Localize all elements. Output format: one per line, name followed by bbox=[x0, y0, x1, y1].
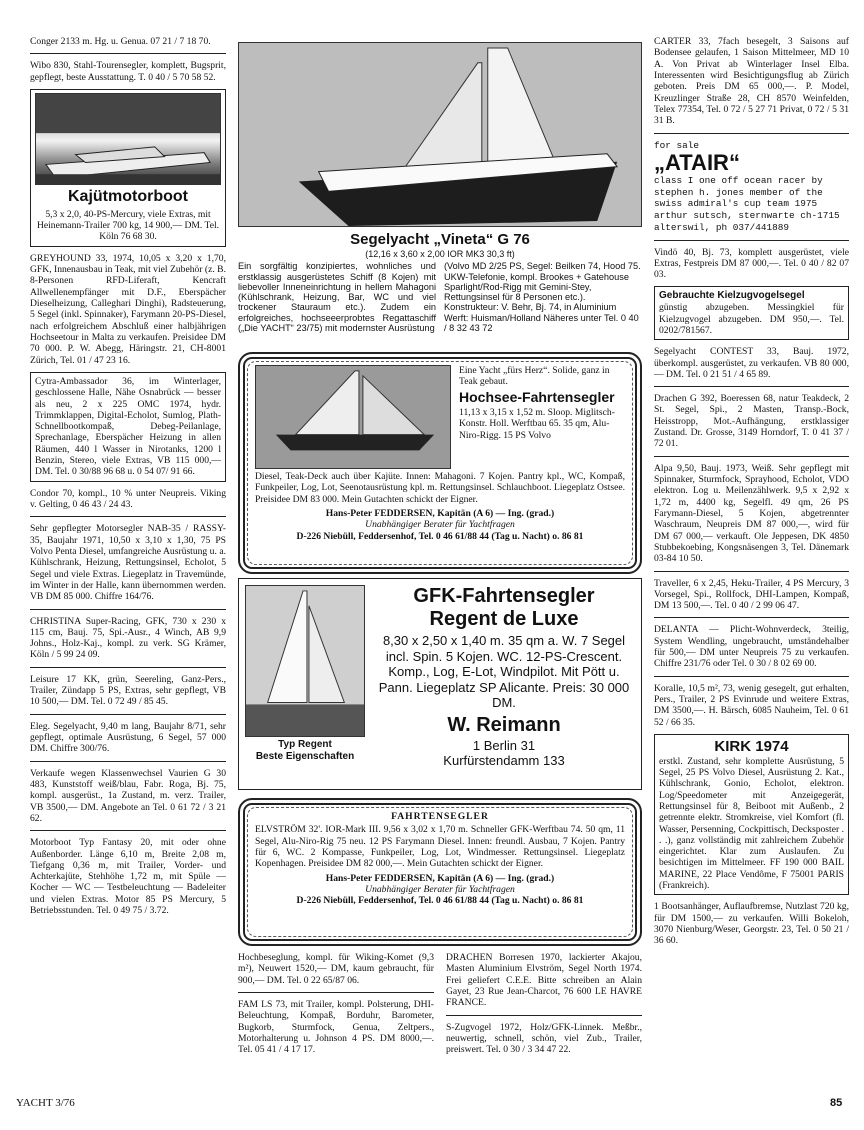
divider bbox=[446, 1015, 642, 1016]
ad-vineta bbox=[238, 42, 642, 340]
footer-magazine: YACHT 3/76 bbox=[16, 1097, 75, 1109]
divider bbox=[654, 240, 849, 241]
divider bbox=[30, 609, 226, 610]
ad-eleg: Eleg. Segelyacht, 9,40 m lang, Baujahr 8/71, sehr gepflegt, optimale Ausrüstung, 6 Segel, 57 000 DM. Chiffre 300/76. bbox=[30, 720, 226, 755]
ad-text: 5,3 x 2,0, 40-PS-Mercury, viele Extras, mit Heinemann-Trailer 700 kg, 14 900,— DM. Tel. Köln 76 68 30. bbox=[36, 208, 220, 243]
ad-subtitle: (12,16 x 3,60 x 2,00 IOR MK3 30,3 ft) bbox=[365, 248, 515, 259]
ad-traveller: Traveller, 6 x 2,45, Heku-Trailer, 4 PS Mercury, 3 Vorsegel, Spi., Rollfock, DHI-Lampen, Kompaß, DM 13 500,—. Tel. 0 40 / 2 99 06 47. bbox=[654, 577, 849, 612]
divider bbox=[30, 516, 226, 517]
ad-text: ELVSTRÖM 32'. IOR-Mark III. 9,56 x 3,02 x 1,70 m. Schneller GFK-Werftbau 74. 50 qm, 11 Segel, Alu-Niro-Rig 75 neu. 12 PS Farymann Diesel. Innen: freundl. Ausbau, 7 Kojen. Pantry für 6, WC. 2 Kompasse, Funkpeiler, Log, Lot, Windmesser. Rettungsinsel. Liegeplatz Kopenhagen. Preisidee DM 82 000,—. Mein Gutachten schickt der Eigner. bbox=[255, 824, 625, 870]
ad-bootsanhaenger: 1 Bootsanhänger, Auflaufbremse, Nutzlast 720 kg, für DM 1500,— zu verkaufen. Willi Bokeloh, 3070 Nienburg/Weser, Georgstr. 23, Tel. 0 50 21 / 36 60. bbox=[654, 901, 849, 947]
ad-text: Cytra-Ambassador 36, im Winterlager, geschlossene Halle, Nähe Osnabrück — besser als neu, 2 x 225 OMC 1974, hydr. Trimmklappen, Digital-Echolot, Sumlog, Plath-Schnellbootkompaß, Debeg-Peilanlage, Sprechanlage, Eberspächer Heizung in allen Räumen, 440 l Wasser in Nirotanks, 1200 l Benzin, Stereo, viele Extras, VB 115 000,— DM. Tel. 0 30/88 96 68 u. 0 54 07/ 91 66. bbox=[35, 375, 221, 478]
ad-atair bbox=[654, 140, 849, 234]
divider bbox=[654, 676, 849, 677]
classified-column-left bbox=[30, 36, 226, 922]
ad-contest: Segelyacht CONTEST 33, Bauj. 1972, überkompl. ausgerüstet, zu verkaufen. VB 80 000,— DM. Tel. 0 21 51 / 4 65 89. bbox=[654, 346, 849, 380]
divider bbox=[654, 617, 849, 618]
ad-address: Kurfürstendamm 133 bbox=[443, 752, 565, 768]
agent-subtitle: Unabhängiger Berater für Yachtfragen bbox=[365, 519, 515, 531]
agent-address: D-226 Niebüll, Feddersenhof, Tel. 0 46 61/88 44 (Tag u. Nacht) o. 86 81 bbox=[296, 895, 584, 907]
agent-address: D-226 Niebüll, Feddersenhof, Tel. 0 46 61/88 44 (Tag u. Nacht) o. 86 81 bbox=[296, 530, 584, 542]
ad-title: Regent de Luxe bbox=[429, 608, 579, 630]
classified-column-bottom-left bbox=[238, 952, 434, 1062]
ad-leisure: Leisure 17 KK, grün, Seereling, Ganz-Pers., Trailer, Zündapp 5 PS, Extras, sehr gepflegt, VB 10 500,— DM. Tel. 0 72 49 / 85 45. bbox=[30, 673, 226, 708]
ad-text-right: (Volvo MD 2/25 PS, Segel: Beilken 74, Hood 75. UKW-Telefonie, kompl. Brookes + Gatehouse Sparlight/Rod-Rigg mit Gemini-Stey, Rettungsinsel für 8 Personen etc.). Konstrukteur: V. Behr, Bj. 74, in Aluminium Werft: Huisman/Holland Näheres unter Tel. 0 40 / 8 32 43 72 bbox=[444, 261, 641, 334]
ad-feddersen-hochsee bbox=[238, 352, 642, 574]
ad-title: GFK-Fahrtensegler bbox=[413, 585, 595, 607]
ad-text: 8,30 x 2,50 x 1,40 m. 35 qm a. W. 7 Segel incl. Spin. 5 Kojen. WC. 12-PS-Crescent. Komp., Log, E-Lot, Windpilot. Mit Pött u. Pann. Liegeplatz SP Alicante. Preis: 30 000 DM. bbox=[378, 633, 630, 711]
footer-page-number: 85 bbox=[830, 1097, 843, 1109]
ad-text: günstig abzugeben. Messingkiel für Kielzugvogel abzugeben. DM 950,—. Tel. 0202/781567. bbox=[659, 302, 844, 336]
ad-title: KIRK 1974 bbox=[714, 737, 789, 755]
ad-address: 1 Berlin 31 bbox=[472, 737, 536, 753]
agent-name: Hans-Peter FEDDERSEN, Kapitän (A 6) — Ing. (grad.) bbox=[325, 872, 555, 884]
divider bbox=[654, 571, 849, 572]
classified-column-right bbox=[654, 36, 849, 953]
ad-drachen: DRACHEN Borresen 1970, lackierter Akajou, Masten Aluminium Elvström, Segel North 1974. Frei geliefert C.E.E. Bitte schreiben an Alain Gayet, 23 Rue Jean-Charcot, 76 600 LE HAVRE FRANCE. bbox=[446, 952, 642, 1009]
ad-condor: Condor 70, kompl., 10 % unter Neupreis. Viking v. Gelting, 0 46 43 / 24 43. bbox=[30, 487, 226, 510]
photo-caption: Typ Regent bbox=[278, 739, 332, 750]
ad-intro: for sale bbox=[654, 139, 700, 151]
ad-greyhound: GREYHOUND 33, 1974, 10,05 x 3,20 x 1,70, GFK, Innenausbau in Teak, mit viel Zubehör (z. B. 8-Personen RFD-Liferaft, Kencraft Allwellenempfänger mit D.F., Eberspächer Dieselheizung, Calleghari Dinghi), Radsteuerung, 5 Segel (inkl. Spinnaker), Farymann 20-PS-Diesel, nach erfolgreichem Abschluß einer halbjährigen Hochseetour in Malta zu verkaufen. Preisidee DM 70 000. P. W. Abegg, Häringstr. 21, CH-8001 Zürich, Tel. 01 / 47 23 16. bbox=[30, 252, 226, 366]
divider bbox=[654, 133, 849, 134]
ad-kielzugvogel bbox=[654, 286, 849, 340]
agent-name: Hans-Peter FEDDERSEN, Kapitän (A 6) — Ing. (grad.) bbox=[325, 507, 555, 519]
ad-alpa: Alpa 9,50, Bauj. 1973, Weiß. Sehr gepflegt mit Spinnaker, Sturmfock, Sprayhood, Echolot, VDO elektron. Log u. Meilenzählwerk. 9,5 x 2,92 x 1,72 m, 4400 kg, Segelfl. 49 qm, 26 PS Farymann-Diesel, 5 Kojen, abgetrennter Waschraum, Neupreis DM 87 000,—, wird für DM 67 000,— verkauft. Ole Jeppesen, DK 4850 Stubbekoebing, Kongsnäsengen 3, Tel. Dänemark 03-84 10 50. bbox=[654, 462, 849, 565]
ad-verkaufe: Verkaufe wegen Klassenwechsel Vaurien G 30 483, Kunststoff weiß/blau, Fabr. Roga, Bj. 75, kompl. ausgerüst., 1a Zustand, m. verz. Trailer, VB 3500,— DM. Angebote an Tel. 0 61 72 / 3 21 62. bbox=[30, 767, 226, 824]
ad-intro: Eine Yacht „fürs Herz“. Solide, ganz in Teak gebaut. bbox=[459, 365, 610, 388]
ad-fam-ls: FAM LS 73, mit Trailer, kompl. Polsterung, DHI-Beleuchtung, Kompaß, Borduhr, Barometer, Bugkorb, Sturmfock, Genua, Zeltpers., Motorhalterung u. Johnson 4 PS. DM 8000,—. Tel. 05 41 / 4 17 17. bbox=[238, 998, 434, 1056]
sailboat-photo bbox=[238, 42, 642, 227]
ad-text: class I one off ocean racer by stephen h. jones member of the swiss admiral's cup team 1975 arthur sutsch, sternwarte ch-1715 alterswil, ph 037/441889 bbox=[654, 174, 840, 233]
ad-feddersen-fahrtensegler bbox=[238, 798, 642, 946]
ad-text-left: Ein sorgfältig konzipiertes, wohnliches und erstklassig ausgerüstetes Schiff (8 Kojen) mit liebevoller Inneneinrichtung in hellem Mahagoni (Kühlschrank, Heizung, Bar, WC und viel trockener Stauraum etc.). Zudem ein erfolgreiches, hochseeerprobtes Regattaschiff („Die YACHT“ 23/75) mit modernster Ausrüstung bbox=[238, 261, 436, 334]
divider bbox=[30, 830, 226, 831]
ad-text: Diesel, Teak-Deck auch über Kajüte. Innen: Mahagoni. 7 Kojen. Pantry kpl., WC, Kompaß, Funkpeiler, Log, Lot, Seenotausrüstung kpl. m. Rettungsinsel. Schlauchboot. Liegeplatz Ostsee. Preisidee DM 83 000. Mein Gutachten schickt der Eigner. bbox=[255, 471, 625, 505]
sailboat-photo bbox=[245, 585, 365, 737]
ad-fantasy: Motorboot Typ Fantasy 20, mit oder ohne Außenborder. Länge 6,10 m, Breite 2,08 m, Tiefgang 0,36 m, mit Trailer, Vorder- und Achterkajüte, Stehhöhe 1,72 m, mit Spüle — Kocher — WC — Testbeleuchtung — Badeleiter und vielen Extras. Motor 85 PS Mercury, 5 Betriebsstunden. Tel. 0 49 75 / 3.72. bbox=[30, 837, 226, 917]
ad-wibo: Wibo 830, Stahl-Tourensegler, komplett, Bugsprit, gepflegt, beste Ausstattung. T. 0 40 / 5 70 58 52. bbox=[30, 60, 226, 83]
ad-specs: 11,13 x 3,15 x 1,52 m. Sloop. Miglitsch-Konstr. Holl. Werftbau 65. 35 qm, Alu-Niro-Rigg. 15 PS Volvo bbox=[459, 407, 615, 441]
ad-conger: Conger 2133 m. Hg. u. Genua. 07 21 / 7 18 70. bbox=[30, 36, 211, 47]
ad-header: FAHRTENSEGLER bbox=[391, 811, 489, 822]
divider bbox=[654, 386, 849, 387]
ad-hochbeseglung: Hochbeseglung, kompl. für Wiking-Komet (9,3 m²), Neuwert 1520,— DM, kaum gebraucht, für 900,— DM. Tel. 0 22 65/87 06. bbox=[238, 952, 434, 986]
ad-vindo: Vindö 40, Bj. 73, komplett ausgerüstet, viele Extras, Festpreis DM 87 000,—. Tel. 0 40 / 82 07 03. bbox=[654, 246, 849, 281]
ad-christina: CHRISTINA Super-Racing, GFK, 730 x 230 x 115 cm, Bauj. 75, Spi.-Ausr., 4 Winch, AB 9,9 Johns., Holz-Kaj., kompl. zu verk. SG Krämer, Köln / 5 99 24 09. bbox=[30, 615, 226, 661]
ad-koralle: Koralle, 10,5 m², 73, wenig gesegelt, gut erhalten, Pers., Trailer, 2 PS Evinrude und weitere Extras, DM 3500,—. H. Bärsch, 6085 Nauheim, Tel. 0 61 52 / 66 35. bbox=[654, 682, 849, 728]
photo-caption: Beste Eigenschaften bbox=[255, 750, 355, 762]
ad-title: Kajütmotorboot bbox=[68, 187, 188, 205]
ad-name: W. Reimann bbox=[447, 713, 561, 736]
ad-nab35: Sehr gepflegter Motorsegler NAB-35 / RASSY-35, Baujahr 1971, 10,50 x 3,10 x 1,30, 75 PS Volvo Penta Diesel, umfangreiche Ausrüstung u. a. Kühlschrank, Heizung, Rettungsinsel, Echolot, 5 Segel und viele Extras. Liegeplatz in Travemünde, im Winter in der Halle, kann übernommen werden. VB DM 85 000. Chiffre 164/76. bbox=[30, 523, 226, 603]
ad-text: erstkl. Zustand, sehr komplette Ausrüstung, 5 Segel, 25 PS Volvo Diesel, Ausrüstung 2. Kat., Kühlschrank, Gonio, Echolot, elektron. Log/Speedometer mit Anzeigegerät, Rettungsinsel für 8, Beiboot mit Außenb., 2 getrennte elektr. Stromkreise, viel Komfort (fl. Wasser, Persenning, Cockpittisch, Decksposter . . .), ganz vollständig mit zahlreichem Zubehör eingerichtet. Klar zum Auslaufen. Zu besichtigen im Mittelmeer. FF 190 000 BAIL MARINE, 22 Place Vendôme, F 75001 PARIS (Frankreich). bbox=[659, 755, 844, 892]
divider bbox=[238, 992, 434, 993]
divider bbox=[654, 456, 849, 457]
divider bbox=[30, 667, 226, 668]
sailboat-photo bbox=[255, 365, 451, 469]
agent-subtitle: Unabhängiger Berater für Yachtfragen bbox=[365, 883, 515, 895]
ad-drachen-g392: Drachen G 392, Boeressen 68, natur Teakdeck, 2 St. Segel, Spi., 2 Masten, Transp.-Bock, Heisstropp, Mot.-Aufhängung, erstklassiger Zustand. Dr. Grosse, 3149 Horndorf, T. 0 41 37 / 72 01. bbox=[654, 393, 849, 450]
ad-reimann-regent bbox=[238, 578, 642, 790]
ad-kirk bbox=[654, 734, 849, 895]
ad-title: Segelyacht „Vineta“ G 76 bbox=[350, 231, 530, 248]
divider bbox=[30, 714, 226, 715]
divider bbox=[30, 761, 226, 762]
motorboat-photo bbox=[35, 93, 221, 185]
ad-title: Hochsee-Fahrtensegler bbox=[459, 388, 615, 405]
ad-cytra bbox=[30, 372, 226, 482]
divider bbox=[30, 53, 226, 54]
ad-title: „ATAIR“ bbox=[654, 149, 740, 175]
ad-delanta: DELANTA — Plicht-Wohnverdeck, 3teilig, System Wendling, ungebraucht, umständehalber für 500,— DM unter Neupreis 75 zu verkaufen. Chiffre 231/76 oder Tel. 0 30 / 8 02 69 00. bbox=[654, 624, 849, 670]
ad-s-zugvogel: S-Zugvogel 1972, Holz/GFK-Linnek. Meßbr., neuwertig, schnell, schön, viel Zub., Trailer, preiswert. Tel. 0 30 / 3 34 47 22. bbox=[446, 1021, 642, 1056]
ad-carter: CARTER 33, 7fach besegelt, 3 Saisons auf Bodensee gelaufen, 1 Saison Mittelmeer, MD 10 A. Von Privat ab Winterlager Insel Elba. Interessenten wird Besichtigungsflug ab Zürich geboten. Preis DM 65 000,—. P. Model, Kreuzlinger Straße 28, CH 8570 Weinfelden, Telex 77354, Tel. 0 72 / 5 27 71 Privat, 0 72 / 5 31 31 B. bbox=[654, 36, 849, 127]
classified-column-bottom-right bbox=[446, 952, 642, 1062]
ad-kajutmotorboot bbox=[30, 89, 226, 247]
ad-title: Gebrauchte Kielzugvogelsegel bbox=[659, 290, 805, 302]
